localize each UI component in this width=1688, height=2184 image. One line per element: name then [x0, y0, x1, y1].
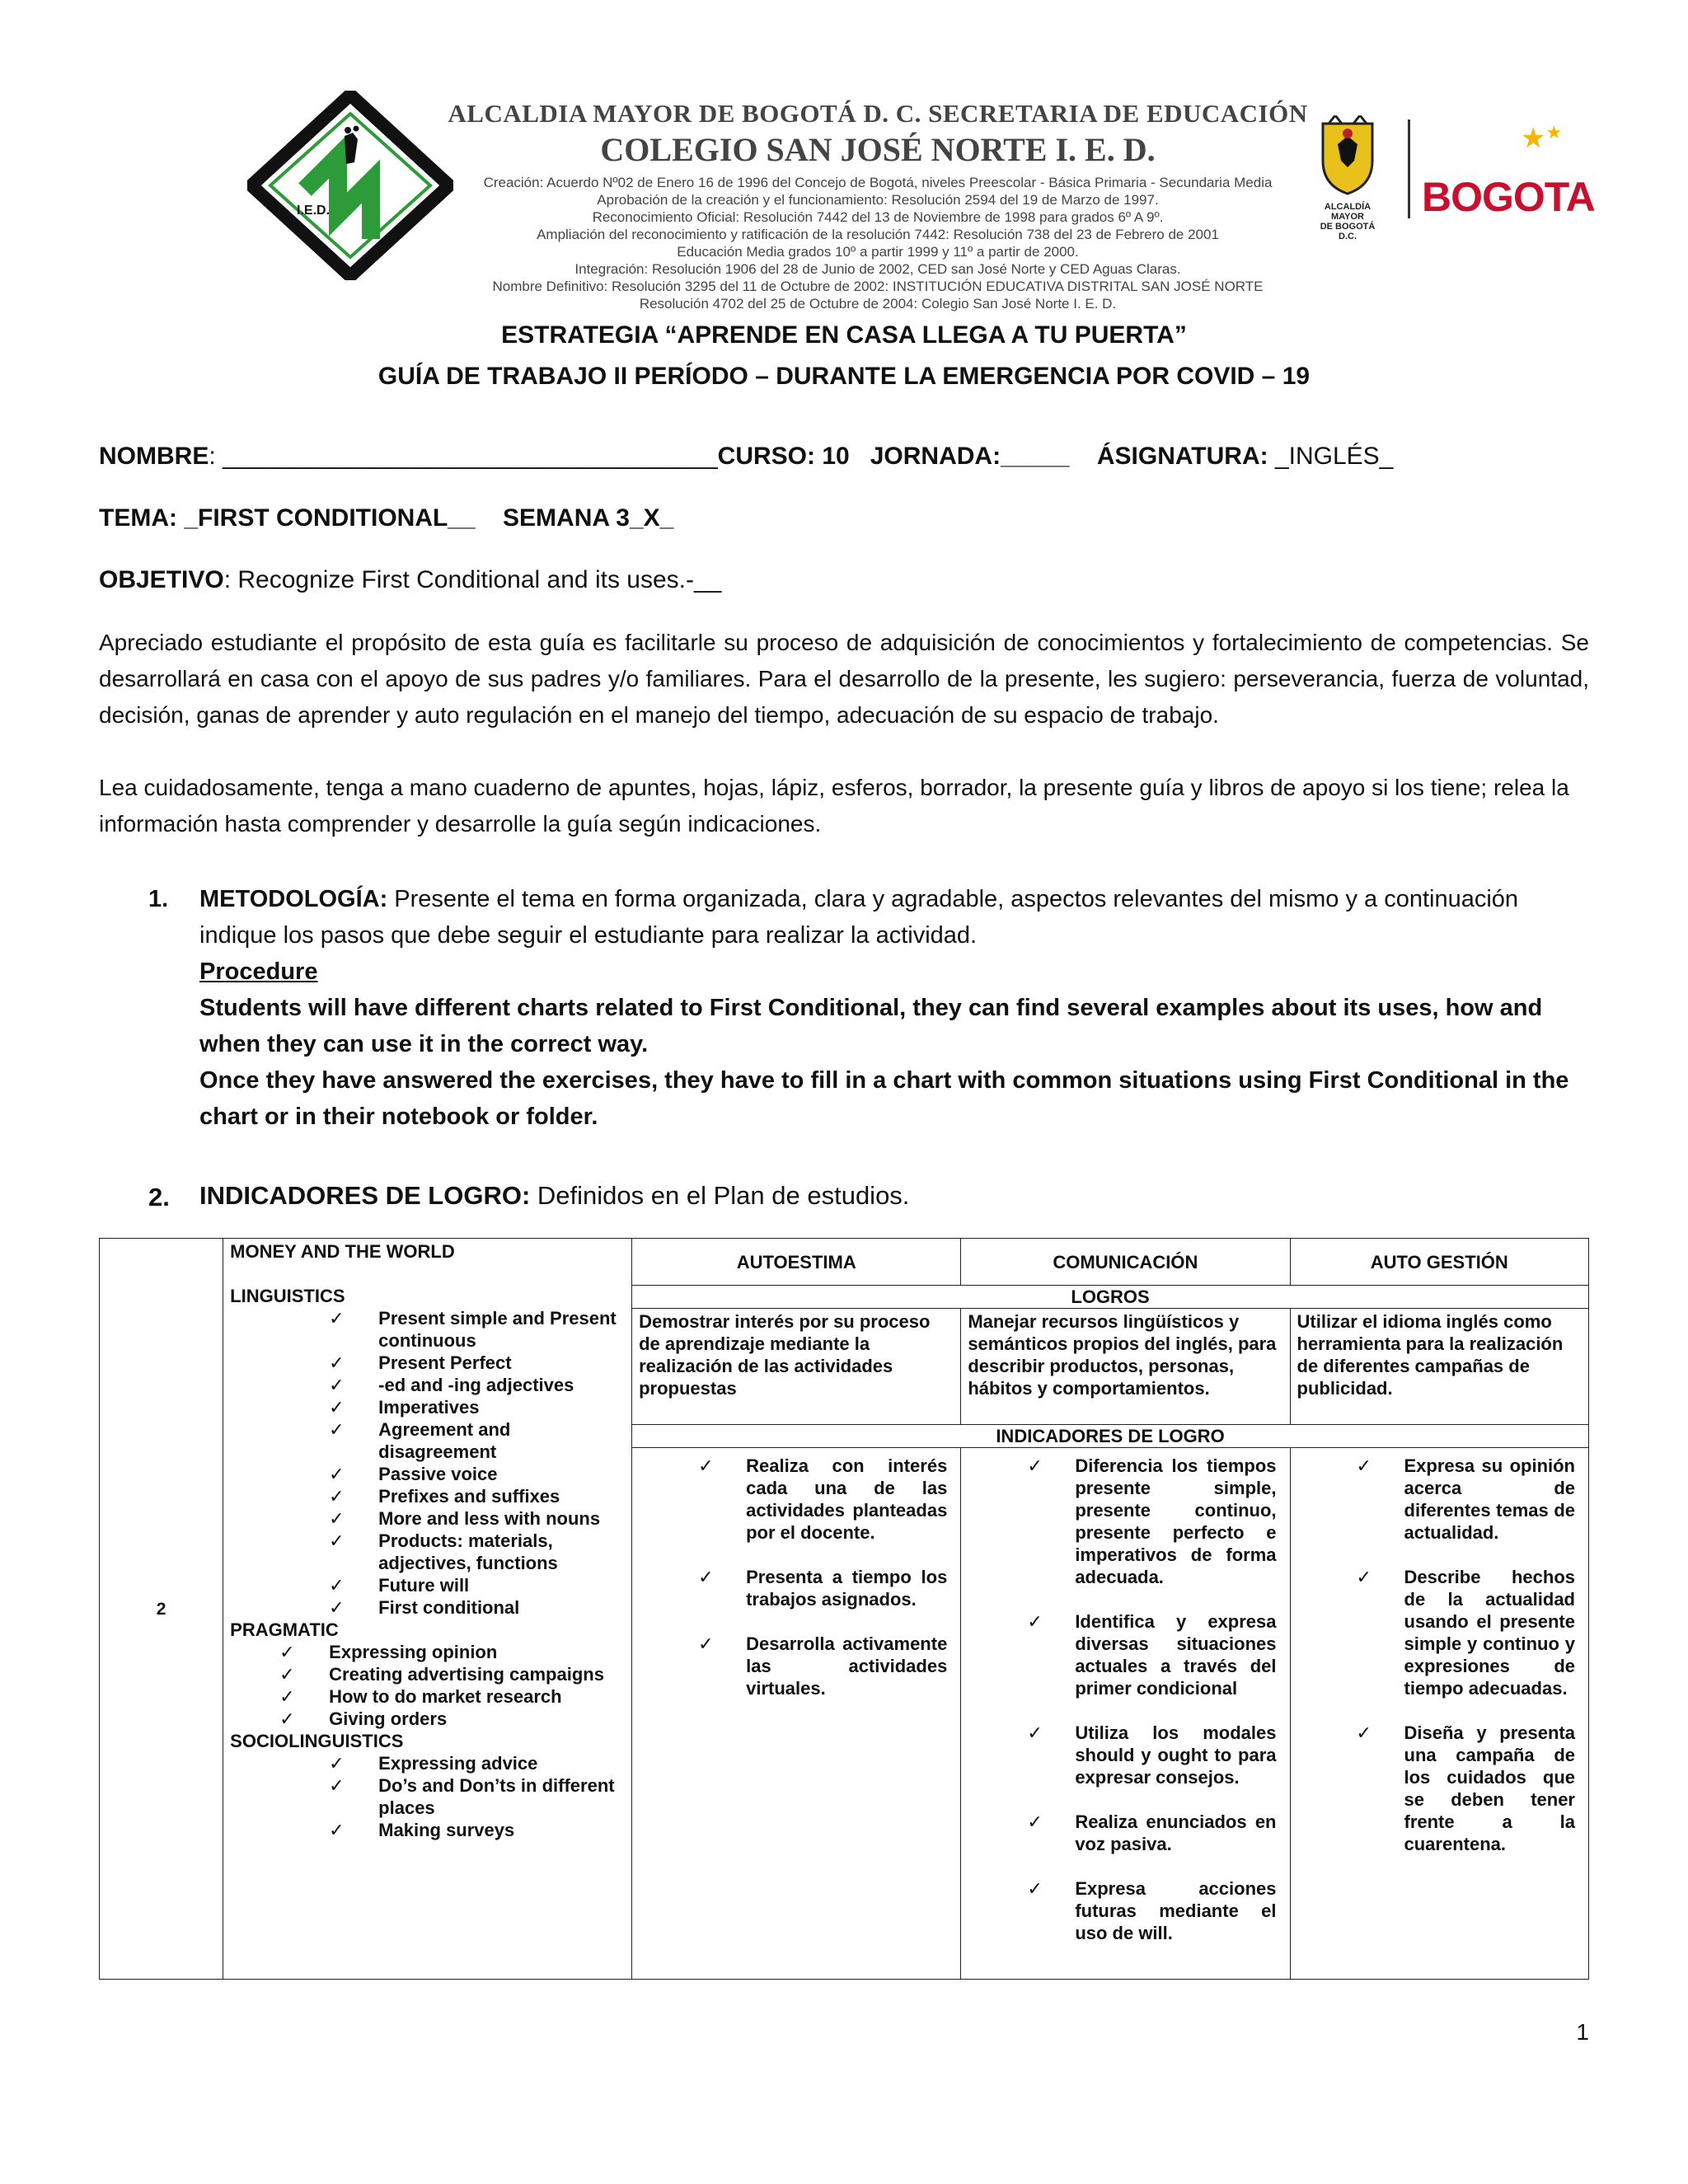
section2-number: 2. — [148, 1183, 170, 1212]
indicator-item: ✓ Diseña y presenta una campaña de los cuidados que se deben tener frente a la cuarentena. — [1297, 1722, 1576, 1855]
list-item: ✓ Making surveys — [230, 1819, 625, 1841]
list-item: ✓ Present Perfect — [230, 1352, 625, 1374]
objective-line — [99, 566, 721, 594]
table-header-row — [100, 1239, 1589, 1286]
instructions-paragraph: Lea cuidadosamente, tenga a mano cuaderno de apuntes, hojas, lápiz, esferos, borrador, la presente guía y libros de apoyo si los tiene; relea la información hasta comprender y desarrolle la guía según indicaciones. — [99, 775, 1569, 837]
section1-number: 1. — [148, 886, 169, 912]
list-item: ✓ Expressing opinion — [230, 1641, 625, 1663]
linguistics-list — [230, 1307, 625, 1619]
list-item: ✓ More and less with nouns — [230, 1507, 625, 1530]
achievement-indicators-table — [99, 1238, 1589, 1980]
section2-label: INDICADORES DE LOGRO: — [199, 1181, 531, 1210]
indicator-item: ✓ Presenta a tiempo los trabajos asignados. — [639, 1566, 947, 1610]
bogota-coat-of-arms — [1311, 115, 1385, 241]
col-autogestion-header: AUTO GESTIÓN — [1290, 1239, 1589, 1286]
school-logo — [247, 91, 453, 280]
letterhead-details — [445, 174, 1311, 312]
list-item: ✓ Future will — [230, 1574, 625, 1596]
indicator-item: ✓ Desarrolla activamente las actividades virtuales. — [639, 1633, 947, 1699]
list-item: ✓ First conditional — [230, 1596, 625, 1619]
period-number-cell: 2 — [100, 1239, 223, 1980]
letterhead-text — [445, 99, 1311, 312]
list-item: ✓ How to do market research — [230, 1685, 625, 1708]
indicator-item: ✓ Realiza enunciados en voz pasiva. — [968, 1811, 1276, 1855]
procedure-text-1: Students will have different charts related to First Conditional, they can find several examples about its uses, how and when they can use it in the correct way. — [199, 995, 1543, 1057]
list-item: ✓ -ed and -ing adjectives — [230, 1374, 625, 1396]
section1-text: Presente el tema en forma organizada, clara y agradable, aspectos relevantes del mismo y a continuación indique los pasos que debe seguir el estudiante para realizar la actividad. — [199, 886, 1519, 949]
list-item: ✓ Expressing advice — [230, 1752, 625, 1774]
indicator-item: ✓ Realiza con interés cada una de las actividades planteadas por el docente. — [639, 1455, 947, 1544]
list-item: ✓ Giving orders — [230, 1708, 625, 1730]
indicadores-comunicacion — [961, 1448, 1290, 1980]
sociolinguistics-list — [230, 1752, 625, 1841]
coat-of-arms-caption-1: ALCALDÍA MAYOR — [1324, 202, 1372, 222]
indicadores-autogestion — [1290, 1448, 1589, 1980]
indicator-item: ✓ Utiliza los modales should y ought to para expresar consejos. — [968, 1722, 1276, 1788]
detail-line: Aprobación de la creación y el funcionamiento: Resolución 2594 del 19 de Marzo de 1997. — [597, 192, 1159, 208]
nombre-field[interactable]: : ____________________________________ — [209, 443, 718, 470]
section2-achievements — [199, 1178, 1584, 1214]
indicadores-autoestima — [632, 1448, 961, 1980]
pragmatic-title: PRAGMATIC — [230, 1619, 339, 1640]
school-logo-label: I.E.D. — [297, 204, 331, 218]
letterhead-line1: ALCALDIA MAYOR DE BOGOTÁ D. C. SECRETARIA DE EDUCACIÓN — [448, 99, 1308, 128]
comunicacion-indicator-list — [968, 1455, 1276, 1944]
letterhead-school-name: COLEGIO SAN JOSÉ NORTE I. E. D. — [600, 131, 1156, 168]
logros-label: LOGROS — [632, 1286, 1589, 1309]
logro-autogestion: Utilizar el idioma inglés como herramienta para la realización de diferentes campañas de publicidad. — [1290, 1309, 1589, 1425]
list-item: ✓ Do’s and Don’ts in different places — [230, 1774, 625, 1819]
student-info-line — [99, 443, 1393, 471]
detail-line: Educación Media grados 10º a partir 1999 y 11º a partir de 2000. — [677, 244, 1079, 260]
logro-comunicacion: Manejar recursos lingüísticos y semánticos propios del inglés, para describir productos, personas, hábitos y comportamientos. — [961, 1309, 1290, 1425]
indicator-item: ✓ Expresa su opinión acerca de diferentes temas de actualidad. — [1297, 1455, 1576, 1544]
indicator-item: ✓ Identifica y expresa diversas situaciones actuales a través del primer condicional — [968, 1610, 1276, 1699]
logo-divider — [1408, 120, 1410, 218]
procedure-title: Procedure — [199, 958, 318, 985]
list-item: ✓ Creating advertising campaigns — [230, 1663, 625, 1685]
indicator-item: ✓ Expresa acciones futuras mediante el uso de will. — [968, 1877, 1276, 1944]
tema-label: TEMA: _FIRST CONDITIONAL__ — [99, 504, 476, 532]
detail-line: Reconocimiento Oficial: Resolución 7442 del 13 de Noviembre de 1998 para grados 6º A 9º. — [592, 209, 1164, 225]
topics-cell — [223, 1239, 632, 1980]
page-number: 1 — [1576, 2019, 1589, 2045]
topic-line — [99, 504, 673, 532]
section2-text: Definidos en el Plan de estudios. — [530, 1181, 910, 1210]
bogota-logo: BOGOTA — [1422, 174, 1595, 220]
asignatura-value: _INGLÉS_ — [1268, 443, 1394, 470]
objetivo-text: : Recognize First Conditional and its uses.-__ — [223, 566, 722, 593]
autogestion-indicator-list — [1297, 1455, 1576, 1855]
list-item: ✓ Passive voice — [230, 1463, 625, 1485]
stars-icon: ★★ — [1521, 122, 1563, 154]
col-autoestima-header: AUTOESTIMA — [632, 1239, 961, 1286]
procedure-text-2: Once they have answered the exercises, they have to fill in a chart with common situations using First Conditional in the chart or in their notebook or folder. — [199, 1067, 1569, 1130]
indicator-item: ✓ Describe hechos de la actualidad usando el presente simple y continuo y expresiones de tiempo adecuadas. — [1297, 1566, 1576, 1699]
topic-title: MONEY AND THE WORLD — [230, 1241, 455, 1262]
list-item: ✓ Imperatives — [230, 1396, 625, 1418]
curso-label: CURSO — [717, 443, 808, 470]
detail-line: Integración: Resolución 1906 del 28 de Junio de 2002, CED san José Norte y CED Aguas Claras. — [574, 261, 1181, 277]
coat-of-arms-caption-2: DE BOGOTÁ D.C. — [1320, 222, 1376, 241]
section1-methodology — [199, 881, 1584, 1135]
jornada-field[interactable]: JORNADA:_____ — [870, 443, 1070, 470]
objetivo-label: OBJETIVO — [99, 566, 224, 593]
semana-label: SEMANA 3_X_ — [503, 504, 674, 532]
indicator-item: ✓ Diferencia los tiempos presente simple, presente continuo, presente perfecto e imperativos de forma adecuada. — [968, 1455, 1276, 1588]
list-item: ✓ Products: materials, adjectives, functions — [230, 1530, 625, 1574]
section1-label: METODOLOGÍA: — [199, 886, 388, 912]
pragmatic-list — [230, 1641, 625, 1730]
detail-line: Creación: Acuerdo Nº02 de Enero 16 de 1996 del Concejo de Bogotá, niveles Preescolar - Básica Primaria - Secundaria Media — [483, 175, 1273, 190]
detail-line: Resolución 4702 del 25 de Octubre de 2004: Colegio San José Norte I. E. D. — [639, 296, 1117, 312]
linguistics-title: LINGUISTICS — [230, 1286, 345, 1306]
letterhead — [247, 91, 1595, 312]
intro-paragraph: Apreciado estudiante el propósito de esta guía es facilitarle su proceso de adquisición de conocimientos y fortalecimiento de competencias. Se desarrollará en casa con el apoyo de sus padres y/o familiares. Para el desarrollo de la presente, les sugiero: perseverancia, fuerza de voluntad, decisión, ganas de aprender y auto regulación en el manejo del tiempo, adecuación de su espacio de trabajo. — [99, 630, 1589, 728]
guide-subtitle: GUÍA DE TRABAJO II PERÍODO – DURANTE LA EMERGENCIA POR COVID – 19 — [377, 363, 1311, 390]
autoestima-indicator-list — [639, 1455, 947, 1699]
detail-line: Ampliación del reconocimiento y ratificación de la resolución 7442: Resolución 738 del 23 de Febrero de 2001 — [537, 227, 1219, 242]
sociolinguistics-title: SOCIOLINGUISTICS — [230, 1731, 404, 1751]
list-item: ✓ Agreement and disagreement — [230, 1418, 625, 1463]
list-item: ✓ Present simple and Present continuous — [230, 1307, 625, 1352]
indicadores-label: INDICADORES DE LOGRO — [632, 1425, 1589, 1448]
asignatura-label: ÁSIGNATURA: — [1096, 443, 1268, 470]
nombre-label: NOMBRE — [99, 443, 209, 470]
col-comunicacion-header: COMUNICACIÓN — [961, 1239, 1290, 1286]
detail-line: Nombre Definitivo: Resolución 3295 del 11 de Octubre de 2002: INSTITUCIÓN EDUCATIVA DISTRITAL SAN JOSÉ NORTE — [492, 279, 1264, 294]
curso-value: : 10 — [807, 443, 850, 470]
list-item: ✓ Prefixes and suffixes — [230, 1485, 625, 1507]
coat-of-arms-icon — [1311, 115, 1385, 198]
guide-title: ESTRATEGIA “APRENDE EN CASA LLEGA A TU PUERTA” — [501, 321, 1187, 349]
logro-autoestima: Demostrar interés por su proceso de aprendizaje mediante la realización de las actividades propuestas — [632, 1309, 961, 1425]
